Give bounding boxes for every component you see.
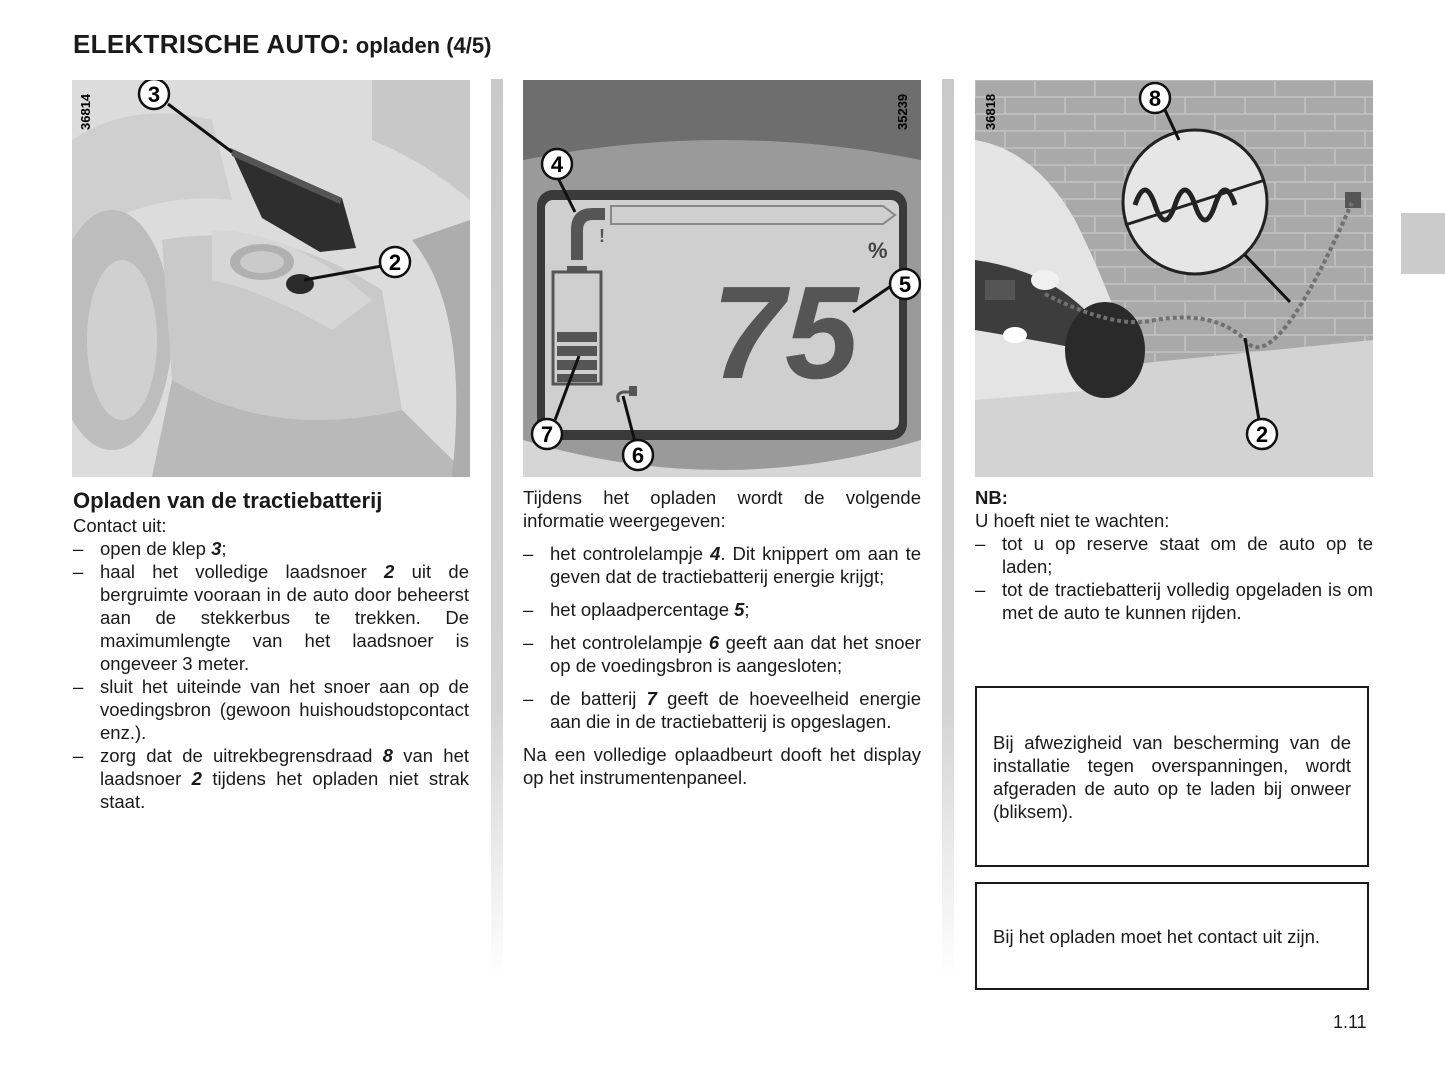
column-divider bbox=[942, 79, 954, 979]
list-item: – het oplaadpercentage 5; bbox=[523, 598, 921, 621]
callout-2: 2 bbox=[1255, 422, 1269, 447]
warning-text: Bij het opladen moet het contact uit zijn. bbox=[993, 925, 1321, 947]
list-item: – haal het volledige laadsnoer 2 uit de bergruimte vooraan in de auto door beheerst aan de stekkerbus te trekken. De maximumlengte van het laadsnoer is ongeveer 3 meter. bbox=[73, 560, 469, 675]
middle-column bbox=[523, 486, 921, 789]
warning-box-overvoltage bbox=[975, 686, 1369, 867]
figure-dashboard-display bbox=[523, 80, 921, 477]
column-divider bbox=[491, 79, 503, 979]
list-item: – het controlelampje 4. Dit knippert om aan te geven dat de tractiebatterij energie krijgt; bbox=[523, 542, 921, 588]
list-item: – tot u op reserve staat om de auto op te laden; bbox=[975, 532, 1373, 578]
figure-code: 35239 bbox=[895, 93, 910, 130]
intro-text: U hoeft niet te wachten: bbox=[975, 510, 1170, 531]
callout-2: 2 bbox=[388, 250, 402, 275]
list-item: – open de klep 3; bbox=[73, 537, 469, 560]
callout-4: 4 bbox=[550, 152, 564, 177]
callout-8: 8 bbox=[1148, 86, 1162, 111]
figure-charging-flap bbox=[72, 80, 470, 477]
intro-text: Tijdens het opladen wordt de volgende informatie weergegeven: bbox=[523, 487, 921, 531]
list-item: – zorg dat de uitrekbegrensdraad 8 van het laadsnoer 2 tijdens het opladen niet strak staat. bbox=[73, 744, 469, 813]
left-column bbox=[73, 487, 469, 813]
instruction-list bbox=[73, 537, 469, 813]
section-tab bbox=[1401, 213, 1445, 274]
page-title bbox=[73, 24, 491, 61]
svg-text:!: ! bbox=[599, 226, 605, 246]
figure-code: 36814 bbox=[78, 93, 93, 130]
outro-text: Na een volledige oplaadbeurt dooft het display op het instrumentenpaneel. bbox=[523, 744, 921, 788]
callout-6: 6 bbox=[631, 443, 645, 468]
page-number: 1.11 bbox=[1333, 1012, 1367, 1032]
warning-box-ignition bbox=[975, 882, 1369, 990]
title-sub: opladen (4/5) bbox=[349, 33, 492, 58]
percent-symbol: % bbox=[868, 238, 888, 263]
callout-5: 5 bbox=[898, 272, 912, 297]
list-item: – tot de tractiebatterij volledig opgeladen is om met de auto te kunnen rijden. bbox=[975, 578, 1373, 624]
charging-cable-illustration bbox=[975, 80, 1373, 477]
callout-7: 7 bbox=[540, 422, 554, 447]
right-column bbox=[975, 486, 1373, 624]
list-item: – de batterij 7 geeft de hoeveelheid energie aan die in de tractiebatterij is opgeslagen. bbox=[523, 687, 921, 733]
dashboard-display-illustration bbox=[523, 80, 921, 477]
nb-label: NB: bbox=[975, 487, 1008, 508]
callout-3: 3 bbox=[147, 82, 161, 107]
title-main: ELEKTRISCHE AUTO: bbox=[73, 29, 350, 59]
charge-level: 75 bbox=[711, 259, 859, 406]
warning-text: Bij afwezigheid van bescherming van de installatie tegen overspanningen, wordt afgeraden de auto op te laden bij onweer (bliksem). bbox=[993, 731, 1351, 822]
figure-code: 36818 bbox=[983, 93, 998, 130]
intro-text: Contact uit: bbox=[73, 515, 167, 536]
list-item: – sluit het uiteinde van het snoer aan op de voedingsbron (gewoon huishoudstopcontact enz.). bbox=[73, 675, 469, 744]
list-item: – het controlelampje 6 geeft aan dat het snoer op de voedingsbron is aangesloten; bbox=[523, 631, 921, 677]
nb-list bbox=[975, 532, 1373, 624]
section-heading: Opladen van de tractiebatterij bbox=[73, 488, 383, 513]
charging-flap-illustration bbox=[72, 80, 470, 477]
figure-charging-cable bbox=[975, 80, 1373, 477]
display-info-list bbox=[523, 542, 921, 733]
